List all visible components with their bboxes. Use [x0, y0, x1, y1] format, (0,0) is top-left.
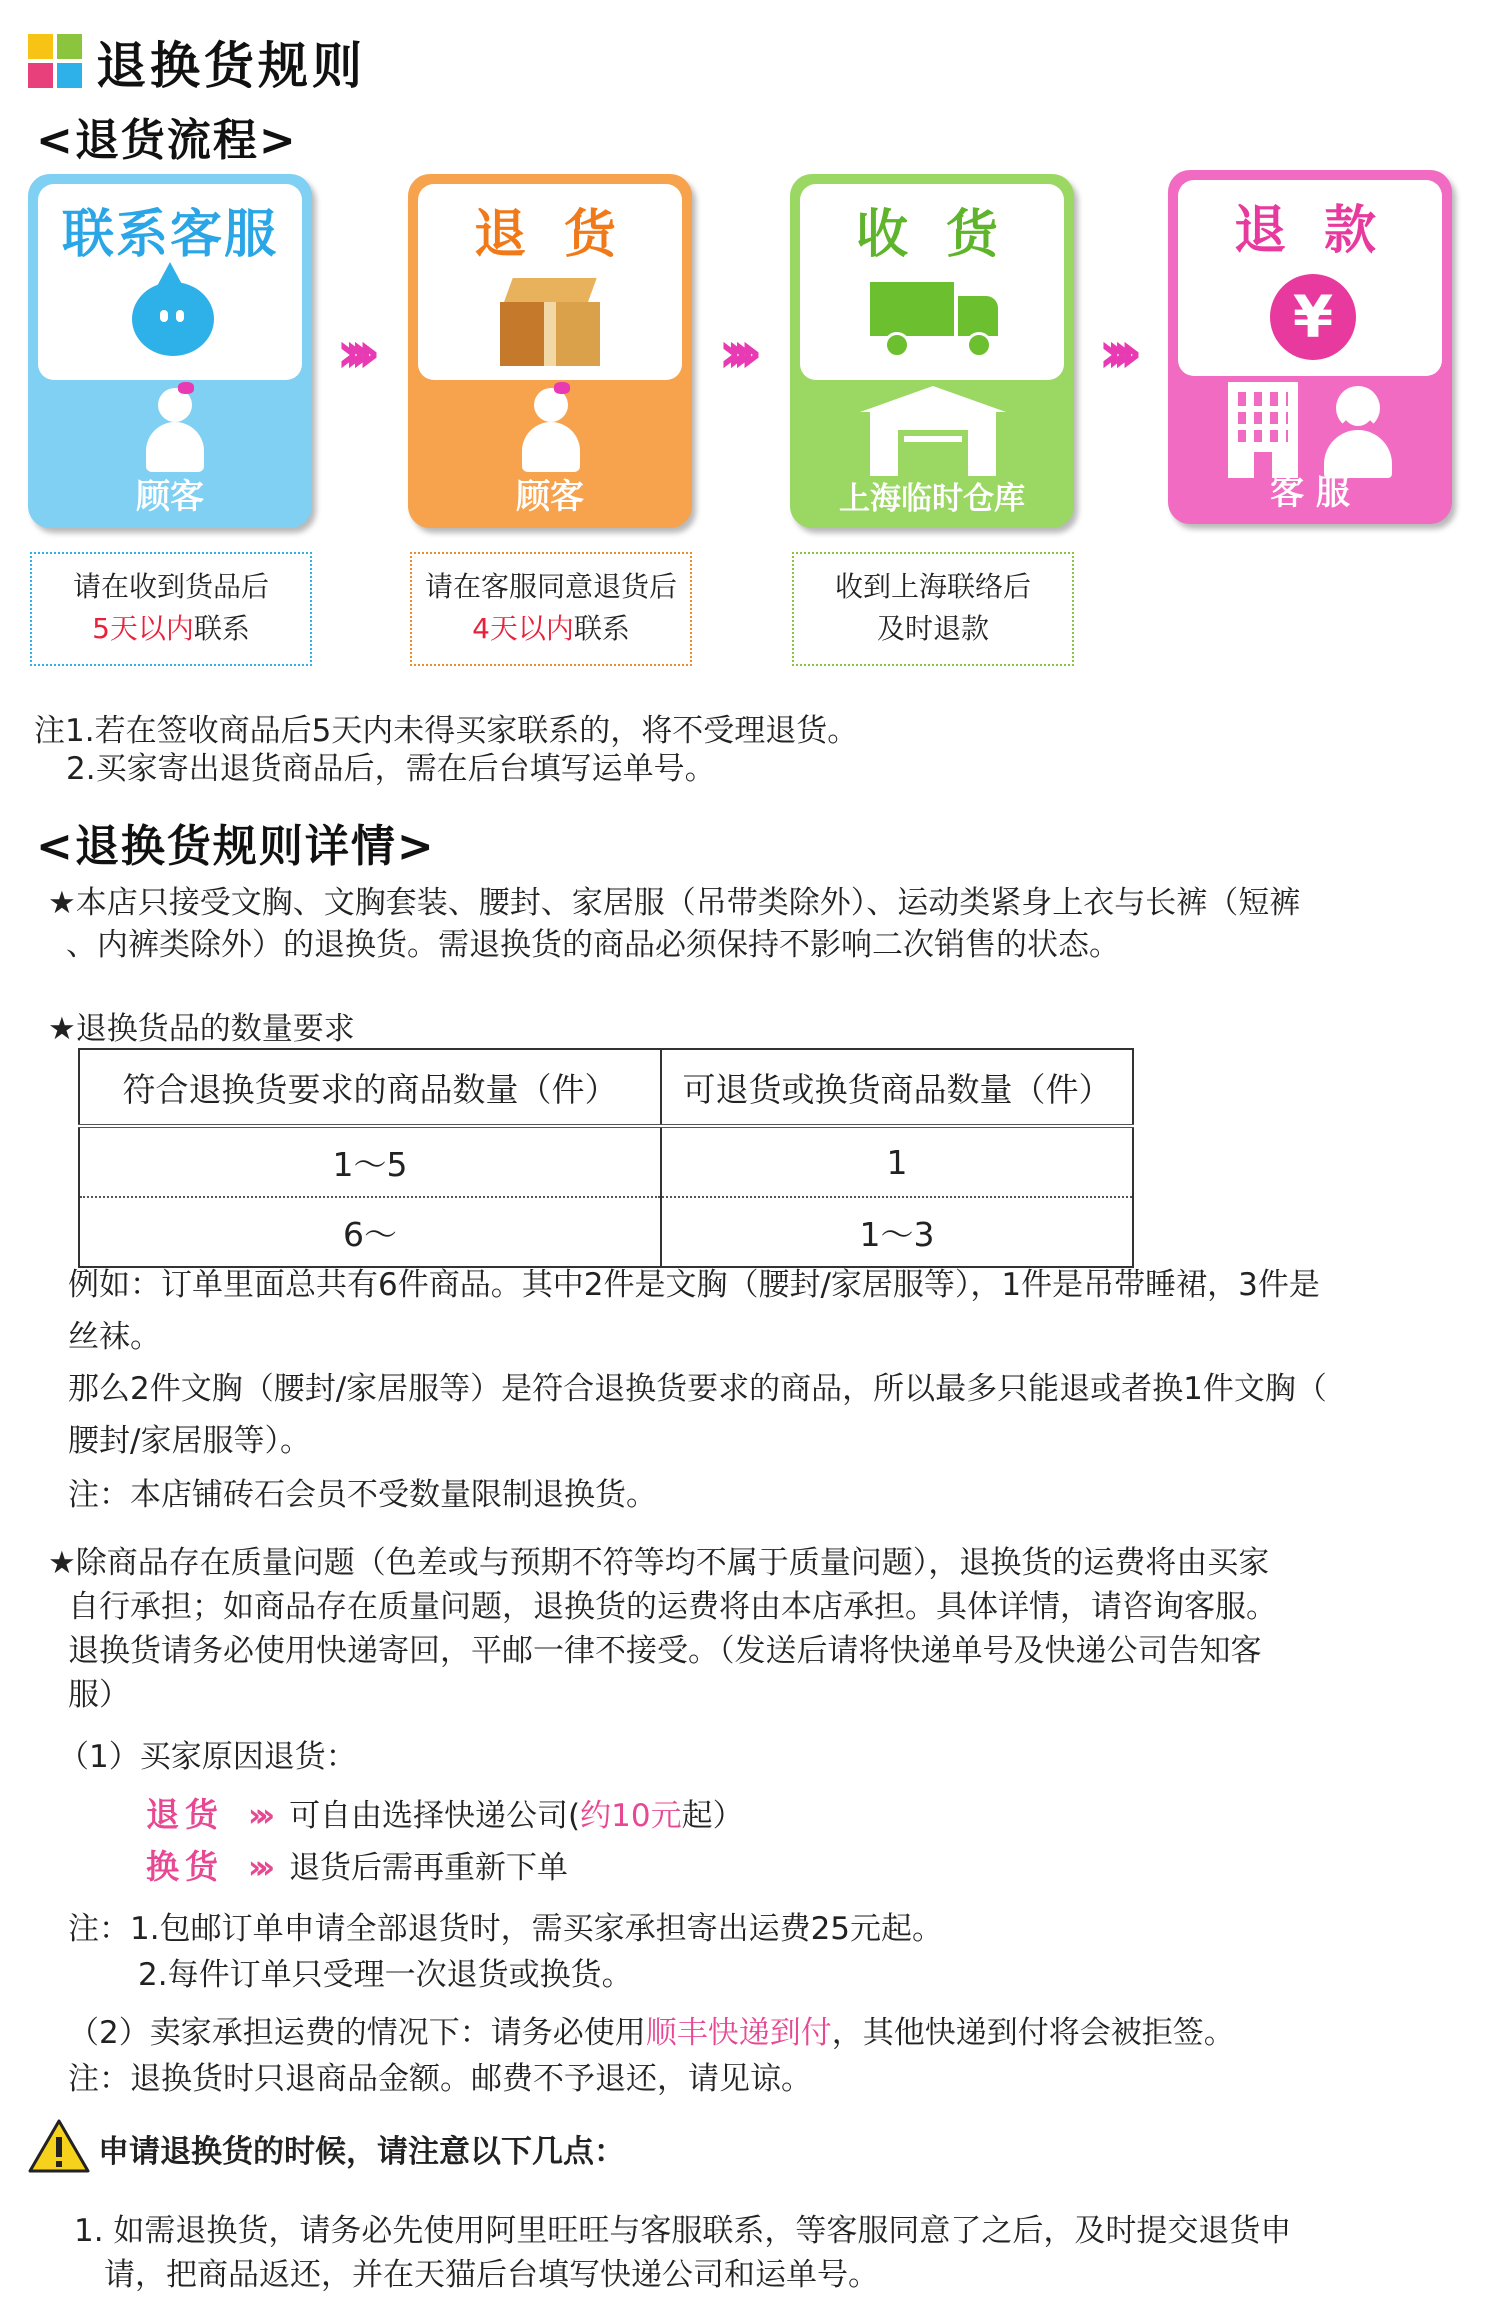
double-chevron-icon: »»: [247, 1848, 262, 1886]
chat-bubble-icon: [132, 282, 214, 356]
table-cell: 1～5: [79, 1126, 661, 1197]
warning-icon: [28, 2118, 90, 2174]
fee-line1: ★除商品存在质量问题（色差或与预期不符等均不属于质量问题），退换货的运费将由买家: [48, 1545, 1270, 1581]
step-card-receive: [790, 174, 1074, 528]
fee-line3: 退换货请务必使用快递寄回，平邮一律不接受。（发送后请将快递单号及快递公司告知客: [68, 1633, 1262, 1669]
table-header-cell: 符合退换货要求的商品数量（件）: [79, 1049, 661, 1126]
quantity-table: [78, 1048, 1134, 1268]
step-caption: 顾客: [516, 477, 584, 517]
step-note-contact: [30, 552, 312, 666]
customer-icon: [516, 388, 584, 472]
fee-line2: 自行承担；如商品存在质量问题，退换货的运费将由本店承担。具体详情，请咨询客服。: [68, 1589, 1277, 1625]
customer-icon: [140, 388, 208, 472]
yen-coin-icon: ¥: [1270, 274, 1356, 360]
step-note-line2: 5天以内联系: [92, 612, 250, 645]
example-line3: 那么2件文胸（腰封/家居服等）是符合退换货要求的商品，所以最多只能退或者换1件文胸（: [68, 1371, 1327, 1407]
option-return-label: 退货: [146, 1795, 224, 1834]
step-note-line1: 请在收到货品后: [72, 570, 269, 603]
step-note-line2: 4天以内联系: [472, 612, 630, 645]
step-title: 退 货: [473, 205, 627, 265]
case1-heading: （1）买家原因退货：: [58, 1739, 357, 1775]
step-title: 退 款: [1233, 201, 1387, 261]
table-row: [79, 1197, 1133, 1267]
note-b: 注：退换货时只退商品金额。邮费不予退还，请见谅。: [68, 2061, 812, 2097]
example-line4: 腰封/家居服等）。: [68, 1423, 311, 1459]
double-chevron-icon: »»: [247, 1796, 262, 1834]
table-cell: 1: [661, 1126, 1133, 1197]
step-caption: 客 服: [1270, 473, 1350, 513]
headset-agent-icon: [1320, 382, 1396, 478]
step-note-line2: 及时退款: [876, 612, 989, 645]
example-note: 注：本店铺砖石会员不受数量限制退换货。: [68, 1477, 657, 1513]
attention-item1-line1: 1. 如需退换货，请务必先使用阿里旺旺与客服联系，等客服同意了之后，及时提交退货申: [74, 2213, 1292, 2249]
step-title: 收 货: [855, 205, 1009, 265]
step-note-return: [410, 552, 692, 666]
qty-heading: ★退换货品的数量要求: [48, 1011, 355, 1047]
attention-heading: 申请退换货的时候，请注意以下几点：: [98, 2134, 625, 2170]
option-exchange-label: 换货: [146, 1847, 224, 1886]
flow-arrow-icon: »»: [718, 318, 733, 386]
step-title: 联系客服: [61, 205, 278, 265]
table-row: [79, 1126, 1133, 1197]
rules-para-line2: 、内裤类除外）的退换货。需退换货的商品必须保持不影响二次销售的状态。: [66, 927, 1120, 963]
truck-icon: [870, 282, 1000, 354]
step-caption: 顾客: [136, 477, 204, 517]
case2-line: （2）卖家承担运费的情况下：请务必使用顺丰快递到付，其他快递到付将会被拒签。: [68, 2015, 1235, 2051]
table-cell: 1～3: [661, 1197, 1133, 1267]
table-header-cell: 可退货或换货商品数量（件）: [661, 1049, 1133, 1126]
step-note-line1: 收到上海联络后: [834, 570, 1031, 603]
details-heading: <退换货规则详情>: [36, 821, 436, 872]
step-card-refund: [1168, 170, 1452, 524]
flow-note-1: 注1.若在签收商品后5天内未得买家联系的，将不受理退货。: [34, 713, 859, 749]
flow-arrow-icon: »»: [1098, 318, 1113, 386]
rules-para-line1: ★本店只接受文胸、文胸套装、腰封、家居服（吊带类除外）、运动类紧身上衣与长裤（短裤: [48, 885, 1301, 921]
building-icon: [1228, 382, 1298, 478]
header-logo: [28, 34, 82, 88]
step-note-receive: [792, 552, 1074, 666]
flow-heading: <退货流程>: [36, 115, 298, 166]
note-a2: 2.每件订单只受理一次退货或换货。: [138, 1957, 633, 1993]
option-return: 退货 »» 可自由选择快递公司(约10元起）: [146, 1795, 744, 1834]
step-caption: 上海临时仓库: [839, 481, 1025, 517]
package-box-icon: [500, 278, 600, 368]
warehouse-icon: [860, 386, 1006, 476]
step-card-return: [408, 174, 692, 528]
note-a1: 注：1.包邮订单申请全部退货时，需买家承担寄出运费25元起。: [68, 1911, 944, 1947]
page-title: 退换货规则: [96, 37, 366, 95]
example-line1: 例如：订单里面总共有6件商品。其中2件是文胸（腰封/家居服等），1件是吊带睡裙，3件是: [68, 1267, 1320, 1303]
fee-line4: 服）: [68, 1677, 130, 1713]
flow-note-2: 2.买家寄出退货商品后，需在后台填写运单号。: [66, 751, 716, 787]
step-card-contact: [28, 174, 312, 528]
step-note-line1: 请在客服同意退货后: [424, 570, 677, 603]
attention-item1-line2: 请，把商品返还，并在天猫后台填写快递公司和运单号。: [104, 2257, 879, 2293]
option-exchange: 换货 »» 退货后需再重新下单: [146, 1847, 569, 1886]
table-header-row: [79, 1049, 1133, 1126]
example-line2: 丝袜。: [68, 1319, 161, 1355]
table-cell: 6～: [79, 1197, 661, 1267]
flow-arrow-icon: »»: [336, 318, 351, 386]
